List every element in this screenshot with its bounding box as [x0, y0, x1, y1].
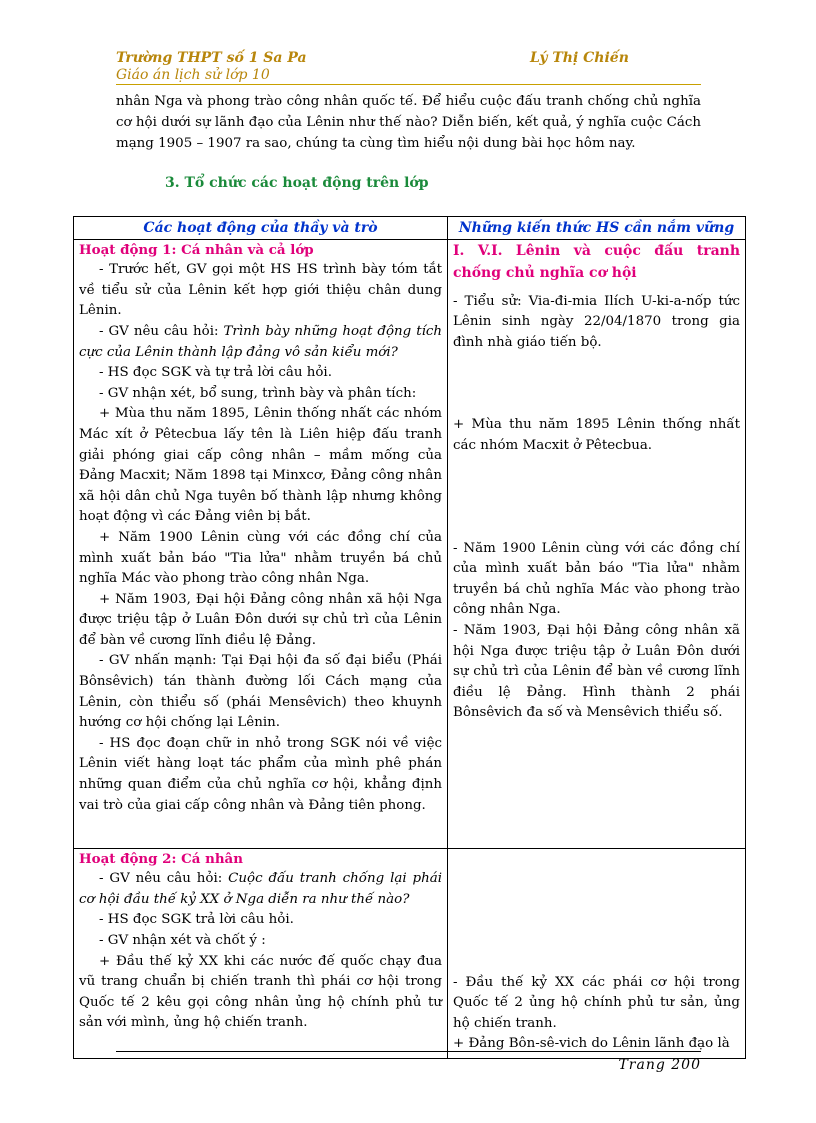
table-header-row	[74, 217, 746, 240]
activity-2-heading: Hoạt động 2: Cá nhân	[79, 850, 243, 867]
intro-paragraph	[116, 91, 701, 154]
page-footer	[116, 1051, 701, 1073]
paragraph: - Năm 1903, Đại hội Đảng công nhân xã hội Nga được triệu tập ở Luân Đôn dưới sự chủ trì của Lênin để bàn về cương lĩnh điều lệ Đảng. Hình thành 2 phái Bônsêvich đa số và Mensêvich thiểu số.	[453, 622, 740, 721]
paragraph: - GV nhấn mạnh: Tại Đại hội đa số đại biểu (Phái Bônsêvich) tán thành đường lối Cách mạng của Lênin, còn thiểu số (phái Mensêvich) theo khuynh hướng cơ hội chống lại Lênin.	[79, 653, 442, 731]
question-paragraph	[79, 322, 442, 363]
question-text: Cuộc đấu tranh chống lại phái cơ hội đầu thế kỷ XX ở Nga diễn ra như thế nào?	[79, 871, 442, 907]
paragraph: - HS đọc SGK và tự trả lời câu hỏi.	[99, 365, 332, 381]
author-name: Lý Thị Chiến	[530, 50, 629, 66]
question-prefix: - GV nêu câu hỏi:	[99, 871, 229, 887]
section-title: 3. Tổ chức các hoạt động trên lớp	[165, 175, 429, 191]
paragraph: - Đầu thế kỷ XX các phái cơ hội trong Quốc tế 2 ủng hộ chính phủ tư sản, ủng hộ chiến tranh.	[453, 974, 740, 1031]
school-name: Trường THPT số 1 Sa Pa	[116, 50, 307, 66]
subject-title: Giáo án lịch sử lớp 10	[116, 67, 270, 83]
table-row	[74, 848, 746, 1058]
paragraph: + Mùa thu năm 1895, Lênin thống nhất các nhóm Mác xít ở Pêtecbua lấy tên là Liên hiệp đấu tranh giải phóng giai cấp công nhân – mầm mống của Đảng Macxit; Năm 1898 tại Minxcơ, Đảng công nhân xã hội dân chủ Nga tuyên bố thành lập nhưng không hoạt động vì các Đảng viên bị bắt.	[79, 406, 442, 525]
paragraph: - GV nhận xét, bổ sung, trình bày và phân tích:	[99, 385, 417, 401]
paragraph: + Mùa thu năm 1895 Lênin thống nhất các nhóm Macxit ở Pêtecbua.	[453, 417, 740, 453]
paragraph: - HS đọc đoạn chữ in nhỏ trong SGK nói về việc Lênin viết hàng loạt tác phẩm của mình phê phán những quan điểm của chủ nghĩa cơ hội, khẳng định vai trò của giai cấp công nhân và Đảng tiên phong.	[79, 735, 442, 813]
section-i-heading: I. V.I. Lênin và cuộc đấu tranh chống chủ nghĩa cơ hội	[453, 242, 740, 281]
paragraph: + Đầu thế kỷ XX khi các nước đế quốc chạy đua vũ trang chuẩn bị chiến tranh thì phái cơ hội trong Quốc tế 2 kêu gọi công nhân ủng hộ chính phủ tư sản với mình, ủng hộ chiến tranh.	[79, 953, 442, 1031]
table-row	[74, 239, 746, 848]
paragraph: - Trước hết, GV gọi một HS HS trình bày tóm tắt về tiểu sử của Lênin kết hợp giới thiệu chân dung Lênin.	[79, 262, 442, 319]
question-text: Trình bày những hoạt động tích cực của Lênin thành lập đảng vô sản kiểu mới?	[79, 323, 442, 360]
knowledge-cell	[448, 239, 746, 848]
question-prefix: - GV nêu câu hỏi:	[99, 323, 224, 339]
paragraph: + Năm 1900 Lênin cùng với các đồng chí của mình xuất bản báo "Tia lửa" nhằm truyền bá chủ nghĩa Mác vào phong trào công nhân Nga.	[79, 529, 442, 587]
page-header	[116, 46, 701, 85]
paragraph: - Năm 1900 Lênin cùng với các đồng chí của mình xuất bản báo "Tia lửa" nhằm truyền bá chủ nghĩa Mác vào phong trào công nhân Nga.	[453, 540, 740, 618]
question-paragraph	[79, 869, 442, 910]
paragraph: - HS đọc SGK trả lời câu hỏi.	[99, 912, 294, 928]
activities-cell	[74, 848, 448, 1058]
activity-1-heading: Hoạt động 1: Cá nhân và cả lớp	[79, 241, 314, 258]
page-number: Trang 200	[618, 1057, 701, 1073]
activities-cell	[74, 239, 448, 848]
intro-text: nhân Nga và phong trào công nhân quốc tế. Để hiểu cuộc đấu tranh chống chủ nghĩa cơ hội dưới sự lãnh đạo của Lênin như thế nào? Diễn biến, kết quả, ý nghĩa cuộc Cách mạng 1905 – 1907 ra sao, chúng ta cùng tìm hiểu nội dung bài học hôm nay.	[116, 94, 701, 151]
paragraph: + Năm 1903, Đại hội Đảng công nhân xã hội Nga được triệu tập ở Luân Đôn dưới sự chủ trì của Lênin để bàn về cương lĩnh điều lệ Đảng.	[79, 591, 442, 648]
col-header-activities: Các hoạt động của thầy và trò	[74, 217, 448, 240]
paragraph: - Tiểu sử: Via-đi-mia Ilích U-ki-a-nốp tức Lênin sinh ngày 22/04/1870 trong gia đình nhà giáo tiến bộ.	[453, 293, 740, 350]
paragraph: + Đảng Bôn-sê-vich do Lênin lãnh đạo là	[453, 1036, 730, 1052]
knowledge-cell	[448, 848, 746, 1058]
col-header-knowledge: Những kiến thức HS cần nắm vững	[448, 217, 746, 240]
lesson-table	[73, 216, 746, 1059]
paragraph: - GV nhận xét và chốt ý :	[99, 932, 266, 948]
